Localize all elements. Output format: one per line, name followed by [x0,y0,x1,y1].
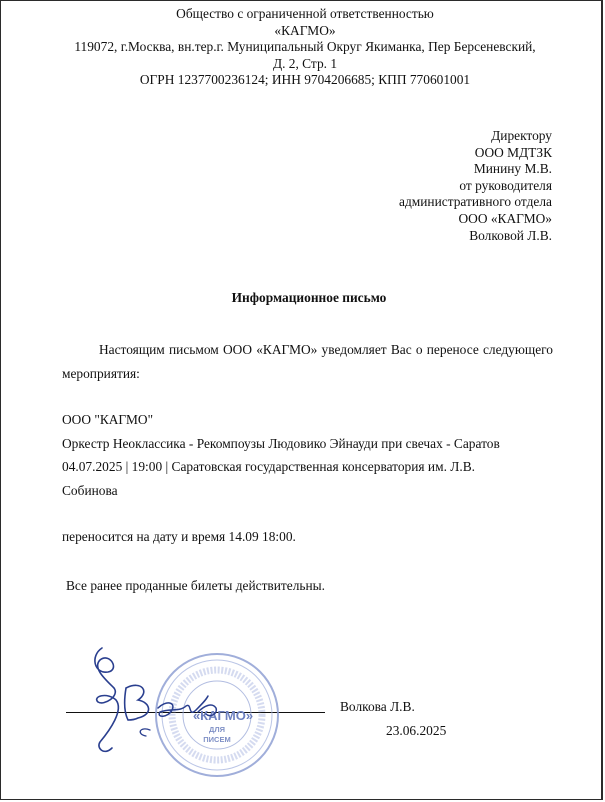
company-address-building: Д. 2, Стр. 1 [272,55,338,71]
stamp-sub-line-2: ПИСЕМ [203,735,231,744]
stamp-sub-line-1: ДЛЯ [209,725,225,734]
company-legal-form: Общество с ограниченной ответственностью [176,6,434,21]
event-organizer: ООО "КАГМО" [62,412,154,427]
company-header [30,6,580,89]
addressee-organization: ООО МДТЗК [474,144,552,160]
stamp-center-text: «КАГМО» [192,708,254,723]
sender-department: административного отдела [399,194,552,210]
signature-date: 23.06.2025 [386,723,447,738]
event-details: 04.07.2025 | 19:00 | Саратовская государственная консерватория им. Л.В. [62,459,475,474]
addressee-block [399,128,552,244]
addressee-name: Минину М.В. [473,161,552,177]
addressee-position: Директору [491,128,552,143]
signer-name: Волкова Л.В. [340,699,415,714]
tickets-note: Все ранее проданные билеты действительны. [66,578,326,593]
company-name: «КАГМО» [274,22,336,38]
intro-paragraph: Настоящим письмом ООО «КАГМО» уведомляет Вас о переносе следующего мероприятия: [62,342,553,381]
handwritten-signature [80,630,270,770]
company-address: 119072, г.Москва, вн.тер.г. Муниципальный Округ Якиманка, Пер Берсеневский, [74,39,536,55]
event-details-continued: Собинова [62,482,118,498]
sender-prefix: от руководителя [459,177,552,193]
event-name: Оркестр Неоклассика - Рекомпоузы Людовико Эйнауди при свечах - Саратов [62,435,500,451]
document-title: Информационное письмо [231,290,387,305]
event-block [62,408,557,502]
sender-organization: ООО «КАГМО» [458,210,552,226]
sender-name: Волковой Л.В. [469,227,552,243]
company-registration: ОГРН 1237700236124; ИНН 9704206685; КПП 770601001 [139,72,471,88]
reschedule-notice: переносится на дату и время 14.09 18:00. [62,529,296,544]
